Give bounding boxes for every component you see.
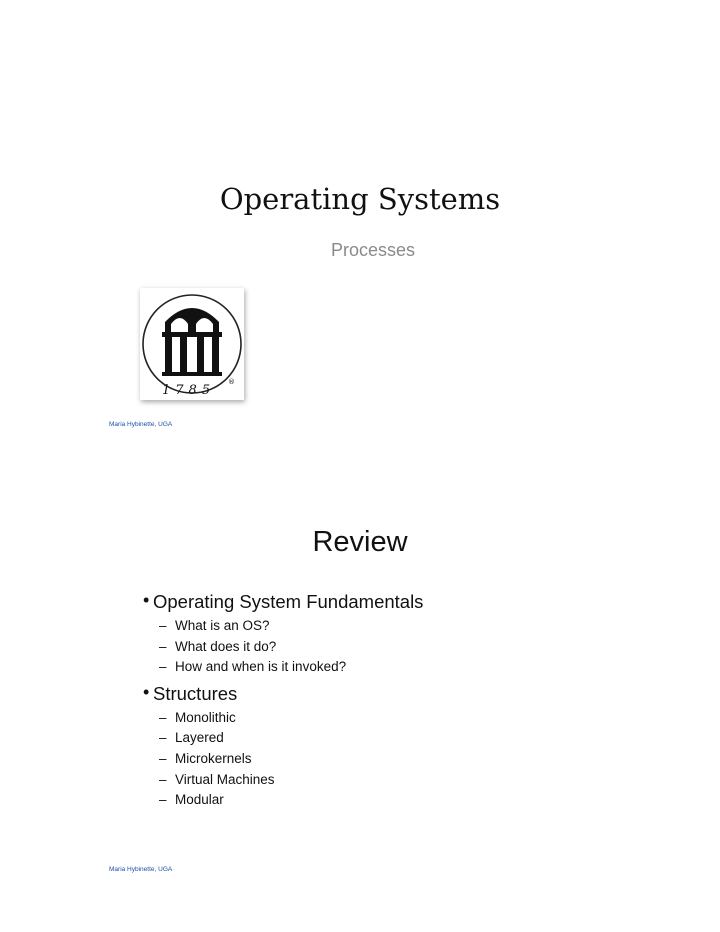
slide-title: Review bbox=[312, 526, 408, 558]
bullet-item: • Structures bbox=[143, 682, 623, 706]
registered-mark: ® bbox=[228, 378, 235, 386]
sub-bullet-item: – Modular bbox=[143, 790, 623, 811]
arch-logo-icon bbox=[140, 288, 244, 400]
sub-bullet-item: – What does it do? bbox=[143, 637, 623, 658]
slide-footer: Maria Hybinette, UGA bbox=[109, 421, 173, 428]
sub-bullet-list bbox=[143, 616, 623, 678]
sub-bullet-item: – Layered bbox=[143, 728, 623, 749]
logo-year: 1785 bbox=[162, 383, 216, 398]
sub-bullet-item: – Monolithic bbox=[143, 708, 623, 729]
sub-bullet-list bbox=[143, 708, 623, 811]
sub-bullet-item: – Microkernels bbox=[143, 749, 623, 770]
slide-review bbox=[0, 466, 720, 932]
slide-title: Operating Systems bbox=[219, 182, 501, 216]
slide-subtitle: Processes bbox=[331, 240, 416, 260]
sub-bullet-item: – Virtual Machines bbox=[143, 770, 623, 791]
slide-footer: Maria Hybinette, UGA bbox=[109, 866, 173, 873]
sub-bullet-item: – What is an OS? bbox=[143, 616, 623, 637]
bullet-item: • Operating System Fundamentals bbox=[143, 590, 623, 614]
bullet-list bbox=[143, 590, 623, 815]
sub-bullet-item: – How and when is it invoked? bbox=[143, 657, 623, 678]
uga-arch-logo bbox=[140, 288, 244, 400]
